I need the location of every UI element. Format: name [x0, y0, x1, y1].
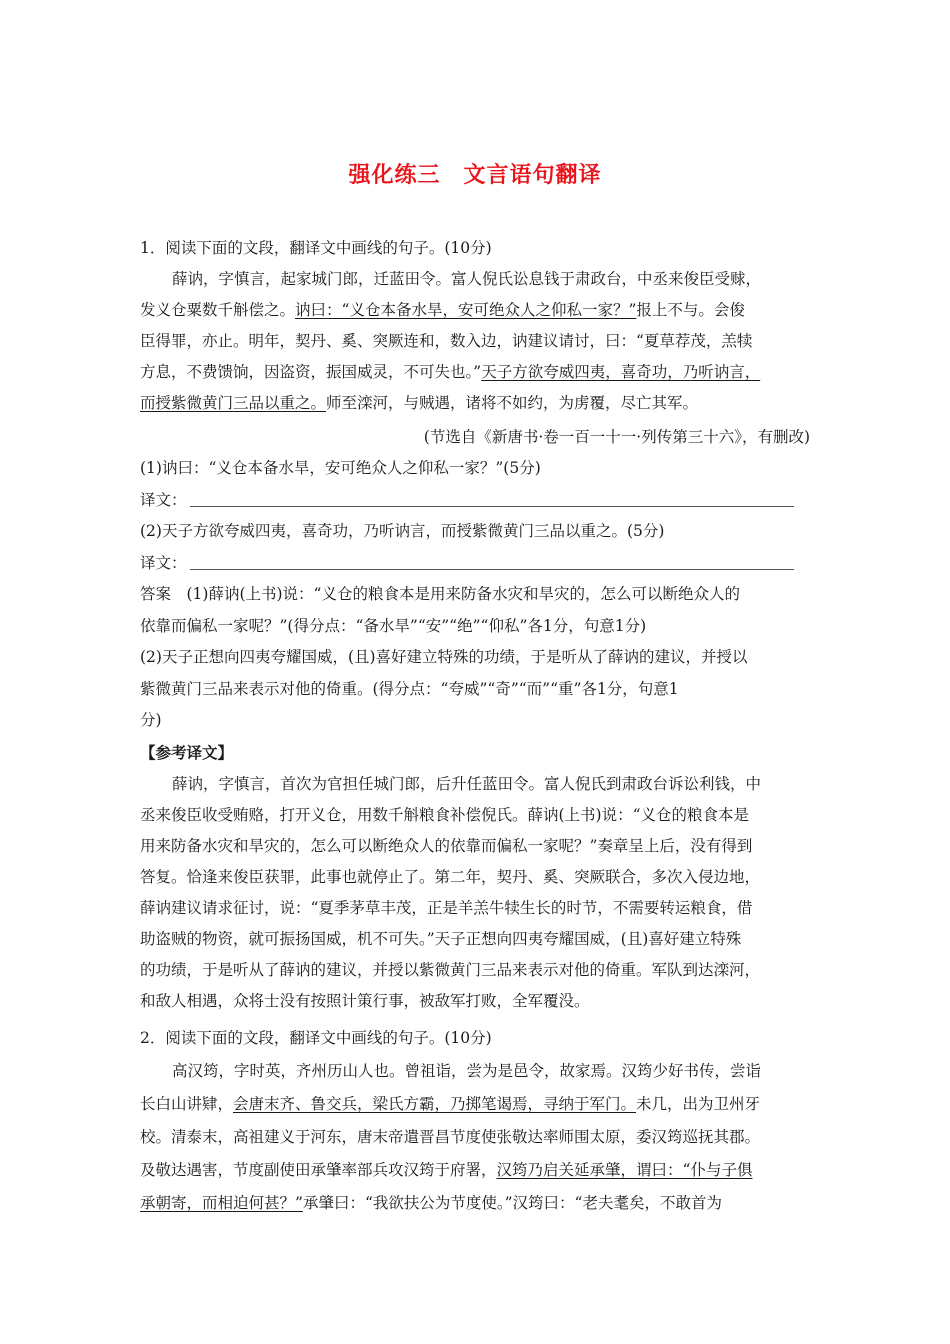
passage-line: 长白山讲肄，会唐末齐、鲁交兵，梁氏方霸，乃掷笔谒焉，寻纳于军门。未几，出为卫州牙 [140, 1095, 761, 1113]
passage-line: 发义仓粟数千斛偿之。讷曰：“义仓本备水旱，安可绝众人之仰私一家？”报上不与。会俊 [140, 301, 745, 319]
answer-line: 分) [140, 711, 162, 729]
underlined-sentence: 而授紫微黄门三品以重之。 [140, 394, 327, 412]
translation-blank-1[interactable] [0, 484, 950, 516]
reference-line: 薛讷建议请求征讨，说：“夏季茅草丰茂，正是羊羔牛犊生长的时节，不需要转运粮食，借 [140, 899, 753, 917]
reference-line: 薛讷，字慎言，首次为官担任城门郎，后升任蓝田令。富人倪氏到肃政台诉讼利钱，中 [172, 775, 762, 793]
passage-line: 承朝寄，而相迫何甚？”承肇曰：“我欲扶公为节度使。”汉筠曰：“老夫耄矣，不敢首为 [140, 1194, 722, 1212]
sub-question-2: (2)天子方欲夸威四夷，喜奇功，乃听讷言，而授紫微黄门三品以重之。(5分) [140, 522, 665, 540]
translation-label: 译文： [140, 491, 187, 509]
passage-line: 而授紫微黄门三品以重之。师至滦河，与贼遇，诸将不如约，为虏覆，尽亡其军。 [140, 394, 699, 412]
passage-line: 高汉筠，字时英，齐州历山人也。曾祖诣，尝为是邑令，故家焉。汉筠少好书传，尝诣 [172, 1062, 762, 1080]
reference-line: 的功绩，于是听从了薛讷的建议，并授以紫微黄门三品来表示对他的倚重。军队到达滦河， [140, 961, 761, 979]
reference-line: 和敌人相遇，众将士没有按照计策行事，被敌军打败，全军覆没。 [140, 992, 590, 1010]
passage-line: 方息，不费馈饷，因盗资，振国威灵，不可失也。”天子方欲夸威四夷，喜奇功，乃听讷言， [140, 363, 761, 381]
passage-line: 及敬达遇害，节度副使田承肇率部兵攻汉筠于府署，汉筠乃启关延承肇，谓曰：“仆与子俱 [140, 1161, 753, 1179]
question-1-heading: 1．阅读下面的文段，翻译文中画线的句子。(10分) [140, 239, 492, 257]
underlined-sentence: 汉筠乃启关延承肇，谓曰：“仆与子俱 [496, 1161, 753, 1179]
answer-line: (2)天子正想向四夷夸耀国威，(且)喜好建立特殊的功绩，于是听从了薛讷的建议，并授以 [140, 648, 748, 666]
reference-line: 丞来俊臣收受贿赂，打开义仓，用数千斛粮食补偿倪氏。薛讷(上书)说：“义仓的粮食本是 [140, 806, 750, 824]
reference-line: 答复。恰逢来俊臣获罪，此事也就停止了。第二年，契丹、奚、突厥联合，多次入侵边地， [140, 868, 761, 886]
sub-question-1: (1)讷曰：“义仓本备水旱，安可绝众人之仰私一家？”(5分) [140, 459, 541, 477]
source-citation: (节选自《新唐书·卷一百一十一·列传第三十六》，有删改) [423, 428, 810, 446]
translation-label: 译文： [140, 554, 187, 572]
passage-line: 薛讷，字慎言，起家城门郎，迁蓝田令。富人倪氏讼息钱于肃政台，中丞来俊臣受赇， [172, 270, 762, 288]
passage-line: 校。清泰末，高祖建义于河东，唐末帝遣晋昌节度使张敬达率师围太原，委汉筠巡抚其郡。 [140, 1128, 761, 1146]
page-title: 强化练三 文言语句翻译 [348, 163, 602, 188]
passage-line: 臣得罪，亦止。明年，契丹、奚、突厥连和，数入边，讷建议请讨，曰：“夏草荐茂，羔犊 [140, 332, 753, 350]
underlined-sentence: 讷曰：“义仓本备水旱，安可绝众人之仰私一家？” [295, 301, 637, 319]
underlined-sentence: 承朝寄，而相迫何甚？” [140, 1194, 303, 1212]
underlined-sentence: 会唐末齐、鲁交兵，梁氏方霸，乃掷笔谒焉，寻纳于军门。 [233, 1095, 637, 1113]
translation-blank-2[interactable] [0, 547, 950, 579]
reference-translation-heading: 【参考译文】 [140, 743, 234, 762]
answer-line: 答案 (1)薛讷(上书)说：“义仓的粮食本是用来防备水灾和旱灾的，怎么可以断绝众人的 [140, 585, 740, 603]
reference-line: 助盗贼的物资，就可振扬国威，机不可失。”天子正想向四夷夸耀国威，(且)喜好建立特殊 [140, 930, 742, 948]
question-2-heading: 2．阅读下面的文段，翻译文中画线的句子。(10分) [140, 1029, 492, 1047]
underlined-sentence: 天子方欲夸威四夷，喜奇功，乃听讷言， [481, 363, 761, 381]
answer-line: 依靠而偏私一家呢？”(得分点：“备水旱”“安”“绝”“仰私”各1分，句意1分) [140, 617, 647, 635]
answer-line: 紫微黄门三品来表示对他的倚重。(得分点：“夸威”“奇”“而”“重”各1分，句意1 [140, 680, 679, 698]
reference-line: 用来防备水灾和旱灾的，怎么可以断绝众人的依靠而偏私一家呢？”奏章呈上后，没有得到 [140, 837, 753, 855]
